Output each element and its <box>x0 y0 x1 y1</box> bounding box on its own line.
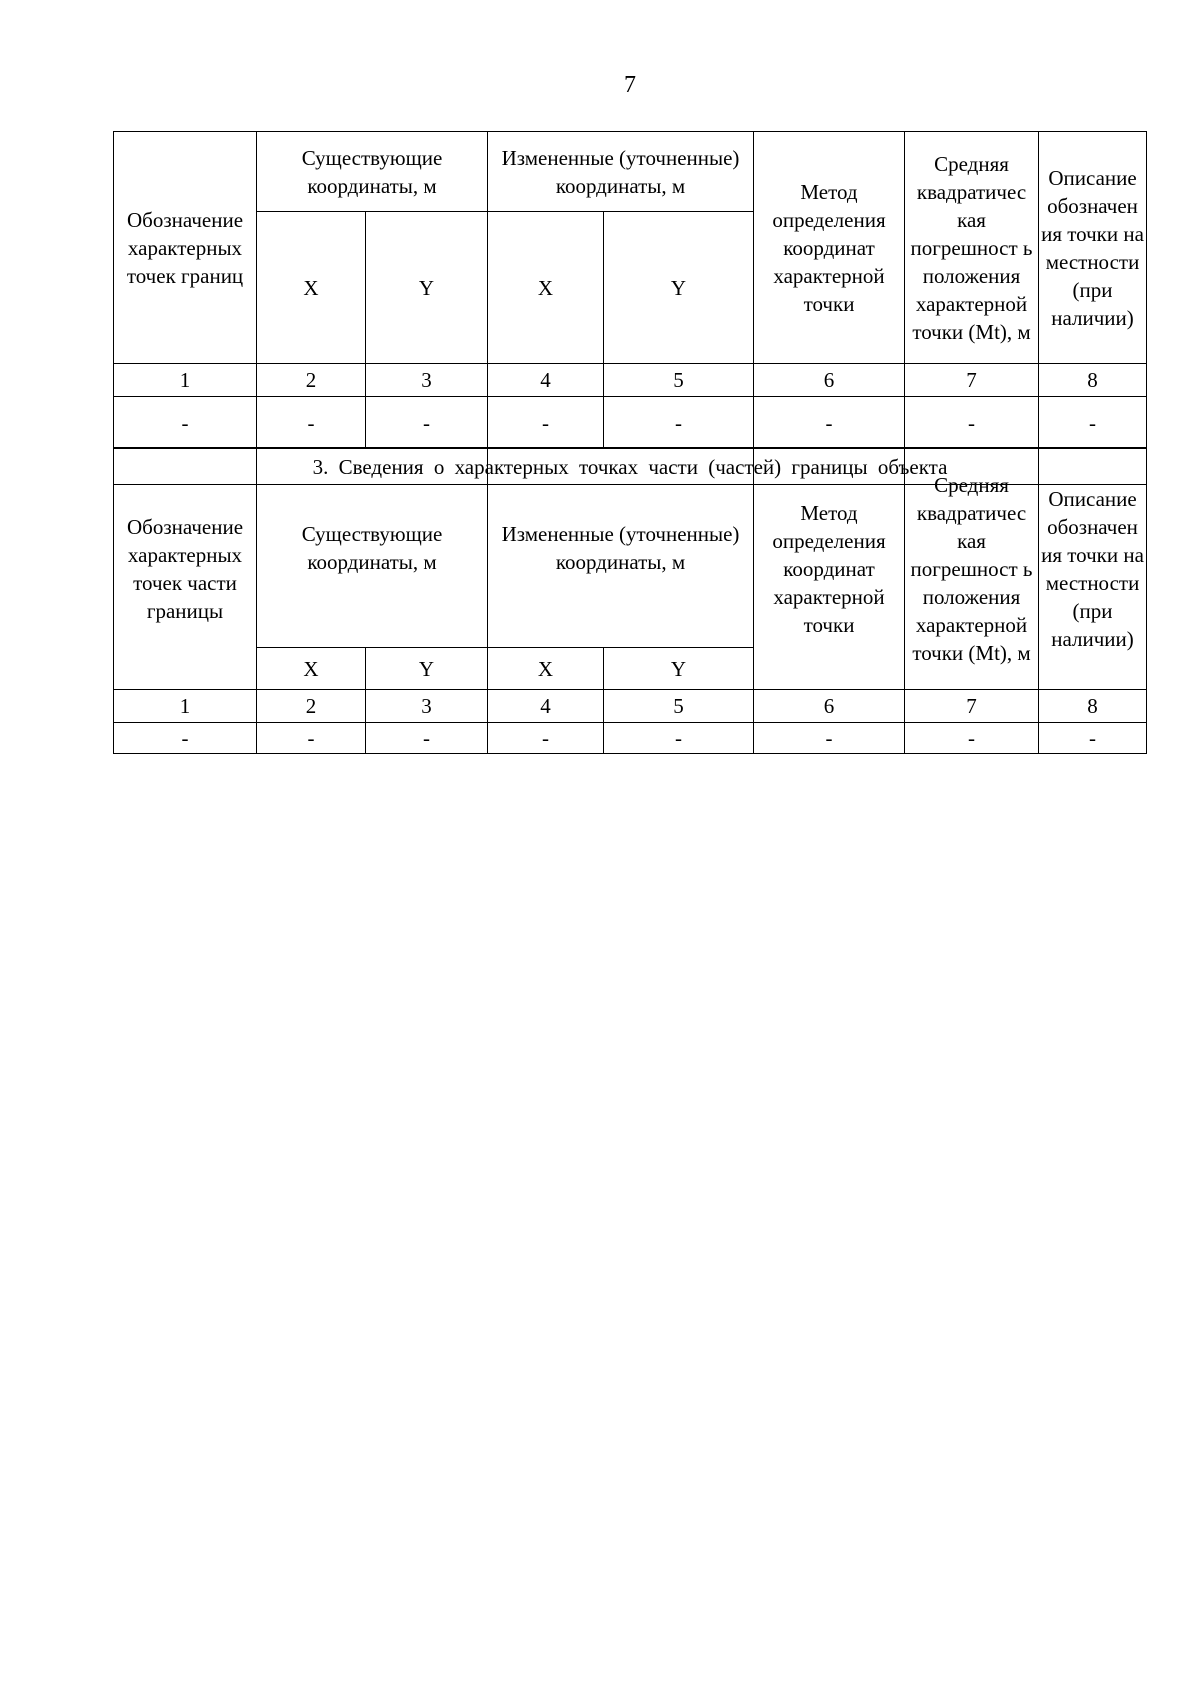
column-number: 4 <box>488 690 604 723</box>
header-method: Метод определения координат характерной точки <box>754 132 905 364</box>
empty-cell: - <box>604 397 754 449</box>
part-boundary-points-table <box>113 447 1147 754</box>
empty-cell: - <box>257 397 366 449</box>
header-method: Метод определения координат характерной точки <box>754 448 905 690</box>
empty-cell: - <box>488 723 604 754</box>
empty-cell: - <box>257 723 366 754</box>
empty-cell: - <box>604 723 754 754</box>
column-number: 1 <box>114 364 257 397</box>
header-changed-x: X <box>488 648 604 690</box>
column-number: 5 <box>604 690 754 723</box>
header-existing-x: X <box>257 648 366 690</box>
header-changed-x: X <box>488 212 604 364</box>
column-number: 4 <box>488 364 604 397</box>
column-number: 1 <box>114 690 257 723</box>
page-number: 7 <box>624 72 636 98</box>
header-mean-square-error: Средняя квадратичес кая погрешност ь положения характерной точки (Mt), м <box>905 132 1039 364</box>
empty-cell: - <box>905 397 1039 449</box>
header-existing-y: Y <box>366 648 488 690</box>
table-row <box>114 397 1147 449</box>
header-mean-square-error: Средняя квадратичес кая погрешност ь положения характерной точки (Mt), м <box>905 448 1039 690</box>
section-3-title: 3. Сведения о характерных точках части (частей) границы объекта <box>114 449 1147 485</box>
header-changed-y: Y <box>604 212 754 364</box>
header-changed-coordinates: Измененные (уточненные) координаты, м <box>488 448 754 648</box>
column-number-row <box>114 364 1147 397</box>
empty-cell: - <box>366 397 488 449</box>
column-number: 2 <box>257 690 366 723</box>
column-number: 6 <box>754 690 905 723</box>
header-point-designation: Обозначение характерных точек границ <box>114 132 257 364</box>
column-number: 3 <box>366 364 488 397</box>
header-point-designation: Обозначение характерных точек части границы <box>114 448 257 690</box>
empty-cell: - <box>488 397 604 449</box>
empty-cell: - <box>366 723 488 754</box>
column-number: 2 <box>257 364 366 397</box>
empty-cell: - <box>114 397 257 449</box>
header-existing-coordinates: Существующие координаты, м <box>257 448 488 648</box>
empty-cell: - <box>905 723 1039 754</box>
column-number: 7 <box>905 690 1039 723</box>
empty-cell: - <box>754 397 905 449</box>
column-number: 8 <box>1039 690 1147 723</box>
column-number: 3 <box>366 690 488 723</box>
boundary-points-table <box>113 131 1147 485</box>
column-number: 8 <box>1039 364 1147 397</box>
empty-cell: - <box>1039 397 1147 449</box>
header-existing-y: Y <box>366 212 488 364</box>
table-row <box>114 723 1147 754</box>
column-number-row <box>114 690 1147 723</box>
column-number: 7 <box>905 364 1039 397</box>
empty-cell: - <box>1039 723 1147 754</box>
header-description: Описание обозначен ия точки на местности (при наличии) <box>1039 448 1147 690</box>
header-changed-coordinates: Измененные (уточненные) координаты, м <box>488 132 754 212</box>
header-existing-coordinates: Существующие координаты, м <box>257 132 488 212</box>
header-description: Описание обозначен ия точки на местности (при наличии) <box>1039 132 1147 364</box>
header-existing-x: X <box>257 212 366 364</box>
empty-cell: - <box>114 723 257 754</box>
column-number: 6 <box>754 364 905 397</box>
column-number: 5 <box>604 364 754 397</box>
header-changed-y: Y <box>604 648 754 690</box>
empty-cell: - <box>754 723 905 754</box>
